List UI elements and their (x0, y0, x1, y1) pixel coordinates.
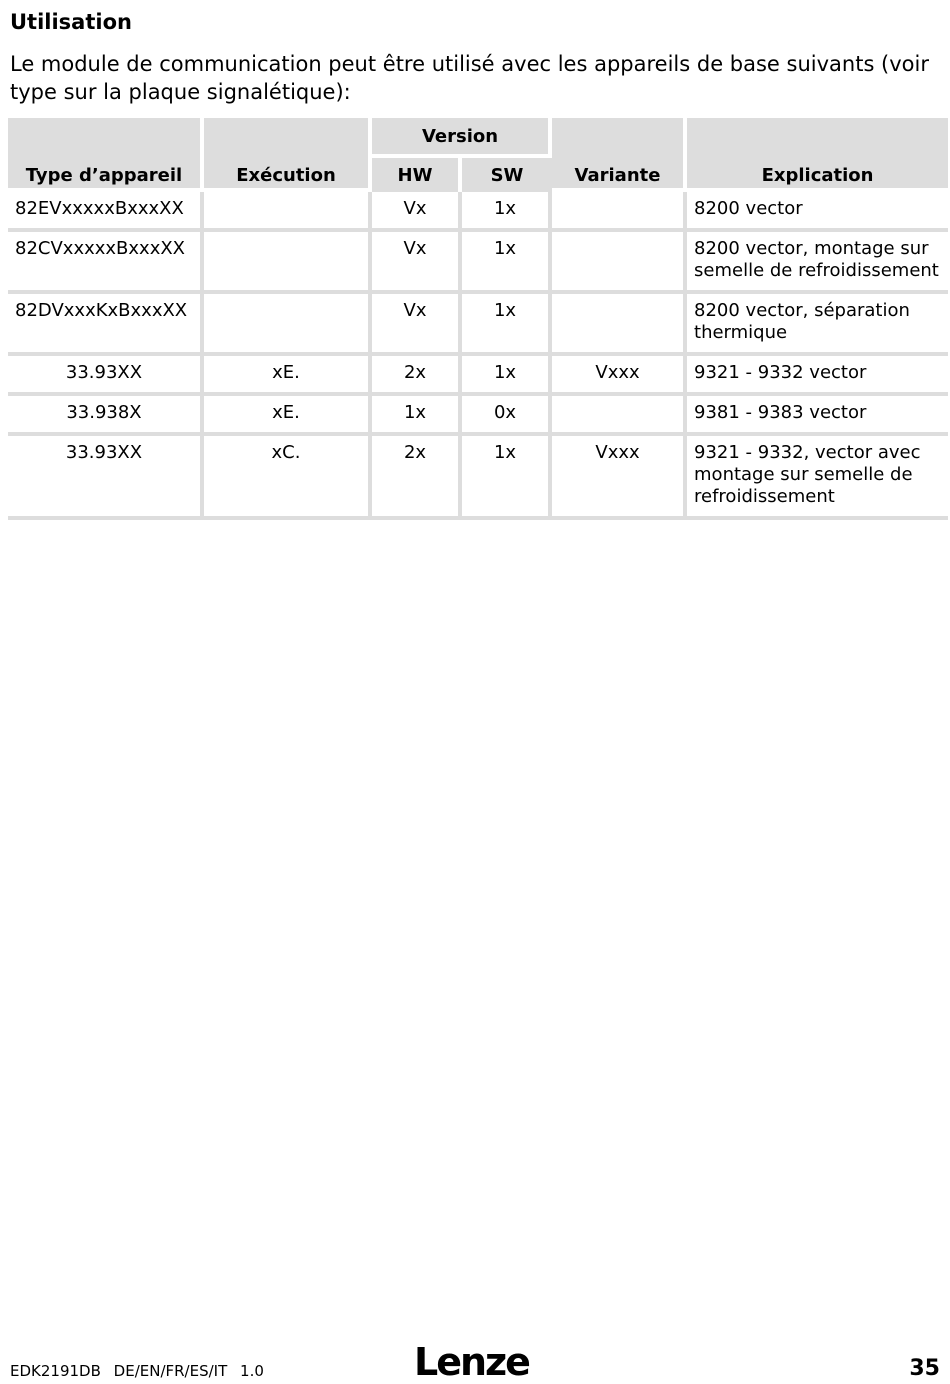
footer-version: 1.0 (240, 1362, 264, 1380)
table-row (8, 396, 948, 436)
cell-variante: Vxxx (552, 436, 687, 520)
header-version: Version (372, 118, 552, 158)
footer-languages: DE/EN/FR/ES/IT (113, 1362, 228, 1380)
cell-hw: 2x (372, 356, 462, 396)
header-variante: Variante (552, 118, 687, 192)
table-row (8, 232, 948, 294)
header-explication: Explication (687, 118, 948, 192)
table-row (8, 436, 948, 520)
cell-sw: 1x (462, 356, 552, 396)
footer-document-code (10, 1362, 272, 1380)
cell-explication: 9321 - 9332 vector (687, 356, 948, 396)
table-row (8, 192, 948, 232)
table-row (8, 294, 948, 356)
cell-variante (552, 192, 687, 232)
footer-doc-code: EDK2191DB (10, 1362, 101, 1380)
cell-sw: 1x (462, 232, 552, 294)
header-type: Type d’appareil (8, 118, 204, 192)
cell-type: 82EVxxxxxBxxxXX (8, 192, 204, 232)
cell-explication: 8200 vector, séparation thermique (687, 294, 948, 356)
cell-type: 82DVxxxKxBxxxXX (8, 294, 204, 356)
cell-variante: Vxxx (552, 356, 687, 396)
cell-variante (552, 232, 687, 294)
cell-hw: Vx (372, 232, 462, 294)
cell-sw: 0x (462, 396, 552, 436)
cell-variante (552, 294, 687, 356)
cell-variante (552, 396, 687, 436)
cell-hw: 1x (372, 396, 462, 436)
table-row (8, 356, 948, 396)
cell-hw: 2x (372, 436, 462, 520)
cell-sw: 1x (462, 436, 552, 520)
header-hw: HW (372, 158, 462, 192)
cell-type: 33.938X (8, 396, 204, 436)
cell-explication: 9381 - 9383 vector (687, 396, 948, 436)
cell-execution: xC. (204, 436, 372, 520)
device-table (8, 118, 948, 520)
page-number: 35 (909, 1356, 940, 1381)
cell-explication: 8200 vector, montage sur semelle de refroidissement (687, 232, 948, 294)
cell-execution (204, 192, 372, 232)
cell-sw: 1x (462, 294, 552, 356)
section-heading: Utilisation (10, 10, 132, 34)
cell-hw: Vx (372, 192, 462, 232)
header-sw: SW (462, 158, 552, 192)
cell-execution: xE. (204, 356, 372, 396)
cell-execution (204, 232, 372, 294)
header-execution: Exécution (204, 118, 372, 192)
cell-explication: 8200 vector (687, 192, 948, 232)
cell-type: 33.93XX (8, 436, 204, 520)
cell-execution (204, 294, 372, 356)
cell-execution: xE. (204, 396, 372, 436)
cell-type: 82CVxxxxxBxxxXX (8, 232, 204, 294)
cell-type: 33.93XX (8, 356, 204, 396)
cell-sw: 1x (462, 192, 552, 232)
cell-explication: 9321 - 9332, vector avec montage sur semelle de refroidissement (687, 436, 948, 520)
lenze-logo: Lenze (414, 1340, 529, 1384)
cell-hw: Vx (372, 294, 462, 356)
intro-paragraph: Le module de communication peut être utilisé avec les appareils de base suivants (voir type sur la plaque signalétique): (10, 52, 929, 104)
